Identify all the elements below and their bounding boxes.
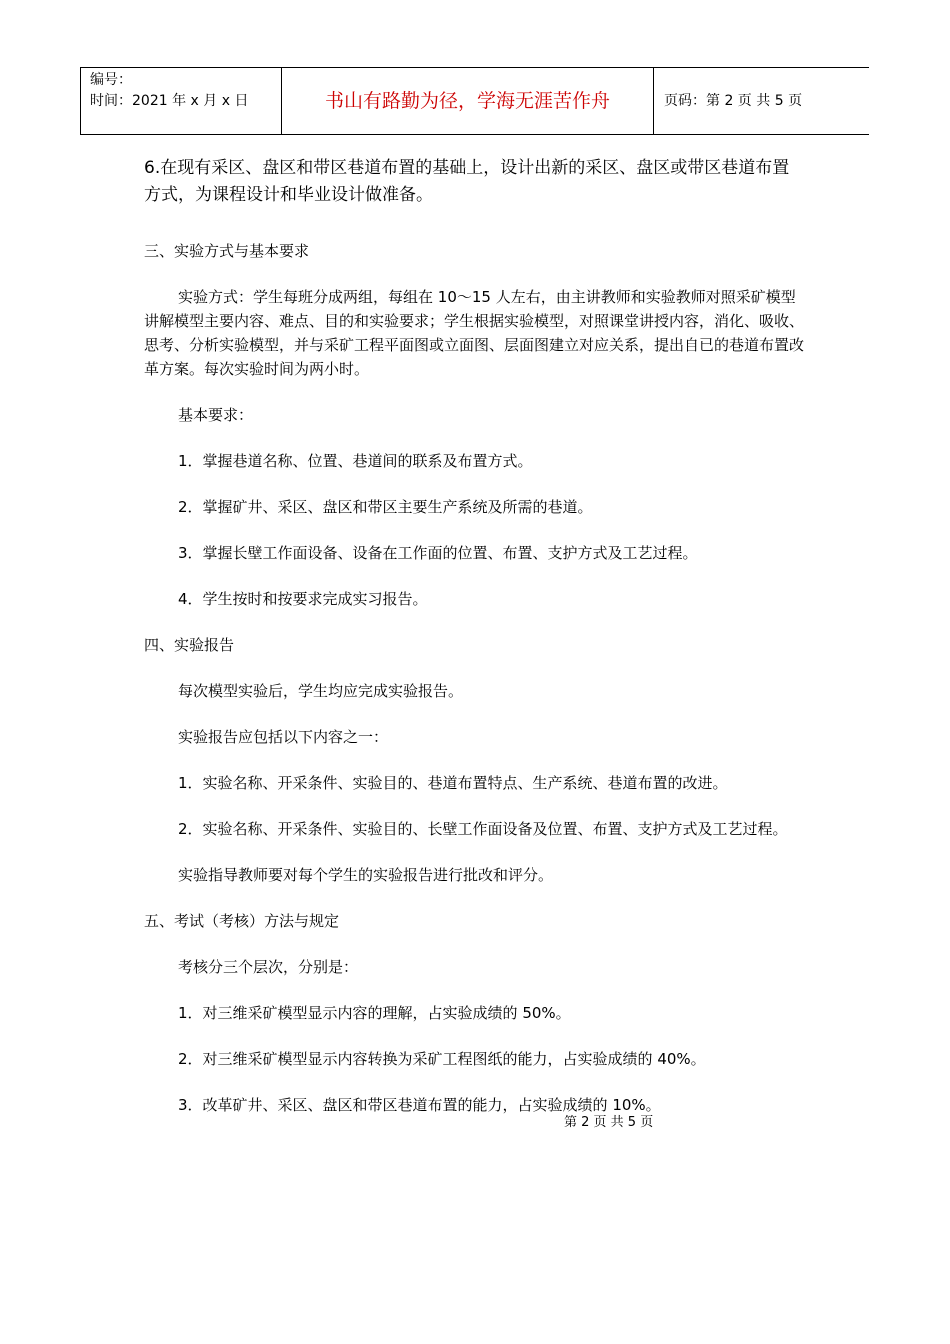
document-date-label: 时间：2021 年 x 月 x 日: [90, 93, 249, 109]
list-item: 1．对三维采矿模型显示内容的理解，占实验成绩的 50%。: [178, 1004, 571, 1022]
section-5-paragraph: 考核分三个层次，分别是：: [178, 958, 359, 976]
list-item: 3．改革矿井、采区、盘区和带区巷道布置的能力，占实验成绩的 10%。: [178, 1096, 661, 1114]
section-3-title: 三、实验方式与基本要求: [144, 242, 310, 260]
list-item: 2．掌握矿井、采区、盘区和带区主要生产系统及所需的巷道。: [178, 498, 593, 516]
section-4-paragraph: 实验指导教师要对每个学生的实验报告进行批改和评分。: [178, 866, 554, 884]
list-item: 4．学生按时和按要求完成实习报告。: [178, 590, 428, 608]
page-footer: 第 2 页 共 5 页: [564, 1115, 654, 1130]
list-item: 3．掌握长壁工作面设备、设备在工作面的位置、布置、支护方式及工艺过程。: [178, 544, 698, 562]
intro-paragraph: 6.在现有采区、盘区和带区巷道布置的基础上，设计出新的采区、盘区或带区巷道布置方式，为课程设计和毕业设计做准备。: [144, 158, 790, 205]
section-3-requirements-title: 基本要求：: [178, 406, 254, 424]
header-page-number: 页码：第 2 页 共 5 页: [664, 93, 803, 109]
section-4-paragraph: 每次模型实验后，学生均应完成实验报告。: [178, 682, 464, 700]
section-5-title: 五、考试（考核）方法与规定: [144, 912, 340, 930]
header-info-cell: [80, 68, 282, 134]
header-motto: 书山有路勤为径，学海无涯苦作舟: [282, 68, 654, 134]
list-item: 2．实验名称、开采条件、实验目的、长壁工作面设备及位置、布置、支护方式及工艺过程。: [178, 820, 788, 838]
list-item: 2．对三维采矿模型显示内容转换为采矿工程图纸的能力，占实验成绩的 40%。: [178, 1050, 706, 1068]
document-body: [144, 155, 804, 1139]
list-item: 1．掌握巷道名称、位置、巷道间的联系及布置方式。: [178, 452, 533, 470]
document-number-label: 编号：: [90, 72, 132, 88]
page-header: [80, 67, 869, 135]
list-item: 1．实验名称、开采条件、实验目的、巷道布置特点、生产系统、巷道布置的改进。: [178, 774, 728, 792]
section-4-paragraph: 实验报告应包括以下内容之一：: [178, 728, 389, 746]
section-4-title: 四、实验报告: [144, 636, 235, 654]
section-3-method: 实验方式：学生每班分成两组，每组在 10～15 人左右，由主讲教师和实验教师对照采矿模型讲解模型主要内容、难点、目的和实验要求；学生根据实验模型，对照课堂讲授内容，消化、吸收、思考、分析实验模型，并与采矿工程平面图或立面图、层面图建立对应关系，提出自已的巷道布置改革方案。每次实验时间为两小时。: [144, 288, 805, 378]
